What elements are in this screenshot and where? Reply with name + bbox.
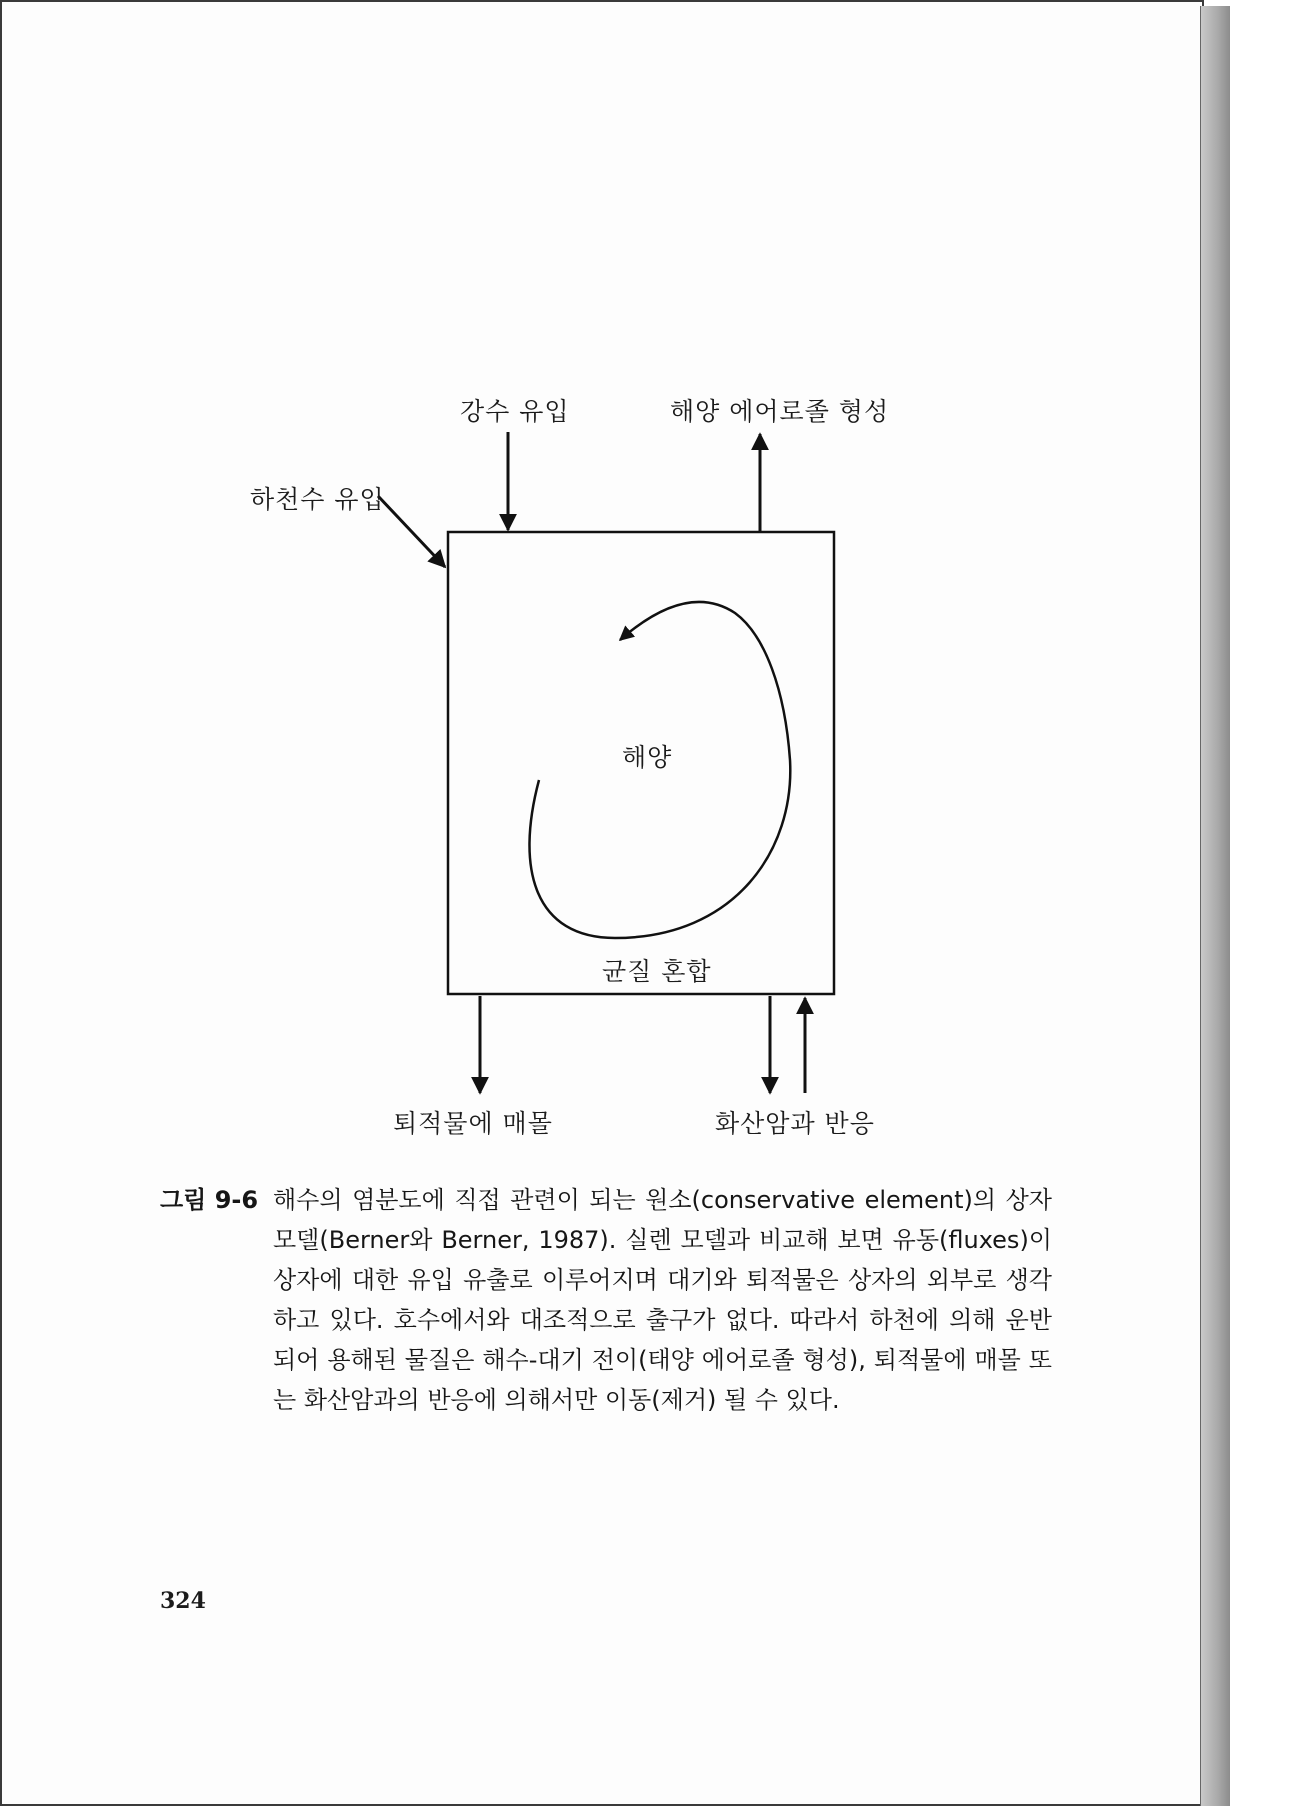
homogeneous-mixing-label: 균질 혼합 — [602, 957, 712, 986]
volcanic-reaction-label: 화산암과 반응 — [715, 1109, 875, 1138]
figure-number: 그림 9-6 — [160, 1186, 259, 1214]
river-inflow-arrow — [378, 496, 445, 567]
precipitation-inflow-label: 강수 유입 — [460, 397, 570, 426]
page-number: 324 — [160, 1588, 206, 1614]
page-stack-edge — [1200, 6, 1230, 1806]
river-inflow-label: 하천수 유입 — [250, 485, 385, 514]
caption-text: 해수의 염분도에 직접 관련이 되는 원소(conservative element)의 상자 모델(Berner와 Berner, 1987). 실렌 모델과 비교해 보면 유동(fluxes)이 상자에 대한 유입 유출로 이루어지며 대기와 퇴적물은 상자의 외부로 생각하고 있다. 호수에서와 대조적으로 출구가 없다. 따라서 하천에 의해 운반되어 용해된 물질은 해수-대기 전이(태양 에어로졸 형성), 퇴적물에 매몰 또는 화산암과의 반응에 의해서만 이동(제거) 될 수 있다. — [273, 1186, 1052, 1414]
figure-caption — [160, 1180, 1052, 1420]
sediment-burial-label: 퇴적물에 매몰 — [393, 1109, 553, 1138]
marine-aerosol-label: 해양 에어로졸 형성 — [670, 397, 890, 426]
ocean-label: 해양 — [622, 743, 673, 772]
